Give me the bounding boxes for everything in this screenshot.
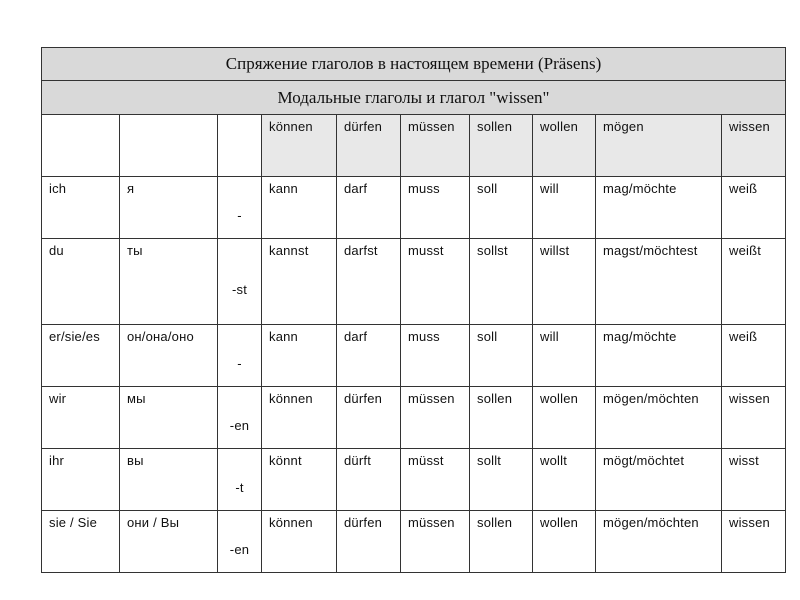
form-cell: dürfen <box>337 387 401 449</box>
table-row <box>42 177 786 239</box>
form-cell: sollen <box>470 387 533 449</box>
translation-cell: ты <box>120 239 218 325</box>
table-row <box>42 239 786 325</box>
form-cell: mögen/möchten <box>596 511 722 573</box>
translation-cell: я <box>120 177 218 239</box>
form-cell: willst <box>533 239 596 325</box>
ending-text: -t <box>235 480 244 495</box>
form-cell: muss <box>401 325 470 387</box>
ending-text: - <box>237 208 242 223</box>
ending-cell <box>218 387 262 449</box>
form-cell: könnt <box>262 449 337 511</box>
table-title: Спряжение глаголов в настоящем времени (Präsens) <box>42 48 786 81</box>
form-cell: will <box>533 177 596 239</box>
form-cell: mag/möchte <box>596 177 722 239</box>
form-cell: kannst <box>262 239 337 325</box>
form-cell: darf <box>337 325 401 387</box>
ending-text: -en <box>229 418 250 433</box>
pronoun-cell: wir <box>42 387 120 449</box>
empty-header-cell <box>120 115 218 177</box>
pronoun-cell: er/sie/es <box>42 325 120 387</box>
verb-header: wissen <box>722 115 786 177</box>
pronoun-cell: ich <box>42 177 120 239</box>
table-row <box>42 449 786 511</box>
table-row <box>42 387 786 449</box>
form-cell: weiß <box>722 325 786 387</box>
ending-cell <box>218 449 262 511</box>
form-cell: müsst <box>401 449 470 511</box>
form-cell: weißt <box>722 239 786 325</box>
form-cell: darf <box>337 177 401 239</box>
form-cell: können <box>262 511 337 573</box>
pronoun-cell: sie / Sie <box>42 511 120 573</box>
form-cell: mögen/möchten <box>596 387 722 449</box>
verb-header: können <box>262 115 337 177</box>
table-row <box>42 325 786 387</box>
pronoun-cell: ihr <box>42 449 120 511</box>
verb-header: dürfen <box>337 115 401 177</box>
form-cell: soll <box>470 177 533 239</box>
empty-header-cell <box>218 115 262 177</box>
form-cell: können <box>262 387 337 449</box>
verb-header: müssen <box>401 115 470 177</box>
table-subtitle: Модальные глаголы и глагол "wissen" <box>42 81 786 115</box>
conjugation-table <box>41 47 786 573</box>
form-cell: dürfen <box>337 511 401 573</box>
ending-text: - <box>237 356 242 371</box>
form-cell: kann <box>262 177 337 239</box>
form-cell: dürft <box>337 449 401 511</box>
form-cell: sollst <box>470 239 533 325</box>
form-cell: wollen <box>533 387 596 449</box>
form-cell: musst <box>401 239 470 325</box>
form-cell: müssen <box>401 511 470 573</box>
verb-header-row <box>42 115 786 177</box>
verb-header: mögen <box>596 115 722 177</box>
ending-cell <box>218 511 262 573</box>
form-cell: wollt <box>533 449 596 511</box>
ending-cell <box>218 325 262 387</box>
table-row <box>42 511 786 573</box>
form-cell: wissen <box>722 387 786 449</box>
form-cell: muss <box>401 177 470 239</box>
verb-header: sollen <box>470 115 533 177</box>
ending-cell <box>218 177 262 239</box>
form-cell: wisst <box>722 449 786 511</box>
translation-cell: мы <box>120 387 218 449</box>
pronoun-cell: du <box>42 239 120 325</box>
form-cell: müssen <box>401 387 470 449</box>
translation-cell: вы <box>120 449 218 511</box>
form-cell: wissen <box>722 511 786 573</box>
translation-cell: они / Вы <box>120 511 218 573</box>
form-cell: sollt <box>470 449 533 511</box>
form-cell: darfst <box>337 239 401 325</box>
form-cell: sollen <box>470 511 533 573</box>
form-cell: kann <box>262 325 337 387</box>
ending-cell <box>218 239 262 325</box>
ending-text: -en <box>229 542 250 557</box>
form-cell: mag/möchte <box>596 325 722 387</box>
form-cell: soll <box>470 325 533 387</box>
empty-header-cell <box>42 115 120 177</box>
form-cell: wollen <box>533 511 596 573</box>
ending-text: -st <box>231 282 248 297</box>
form-cell: mögt/möchtet <box>596 449 722 511</box>
verb-header: wollen <box>533 115 596 177</box>
form-cell: magst/möchtest <box>596 239 722 325</box>
form-cell: will <box>533 325 596 387</box>
translation-cell: он/она/оно <box>120 325 218 387</box>
form-cell: weiß <box>722 177 786 239</box>
